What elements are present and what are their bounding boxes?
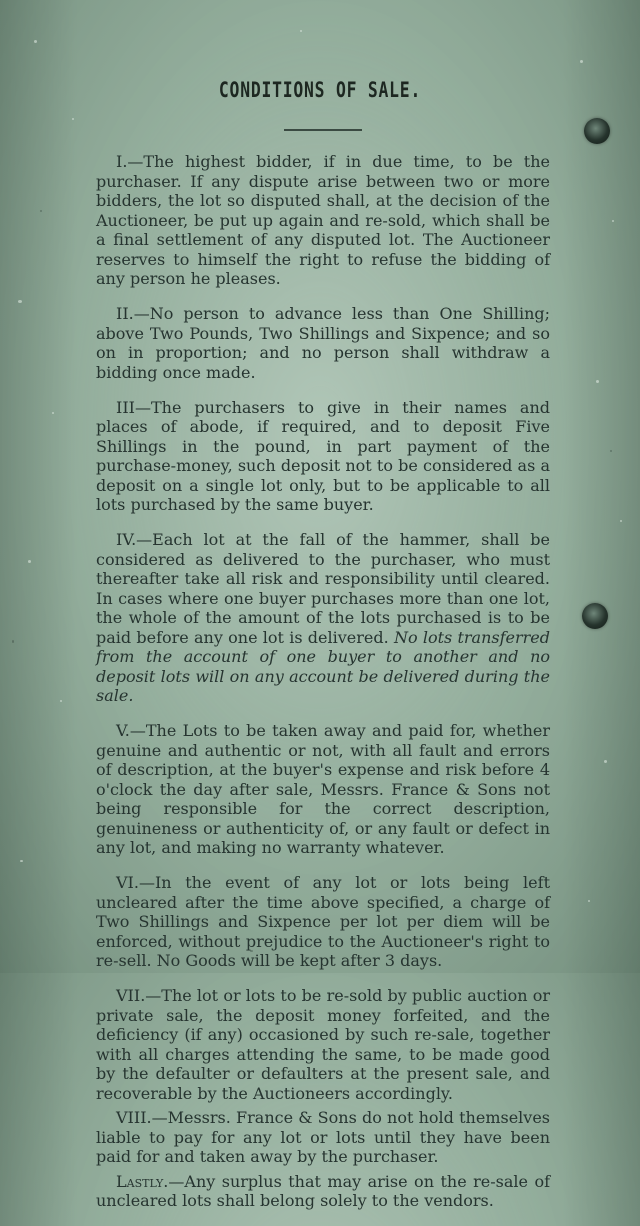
condition-text: —Messrs. France & Sons do not hold themselves liable to pay for any lot or lots until they have been paid for and taken away by the purchaser.: [96, 1108, 550, 1166]
condition-text: —No person to advance less than One Shilling; above Two Pounds, Two Shillings and Sixpence; and so on in proportion; and no person shall withdraw a bidding once made.: [96, 304, 550, 382]
condition-8: [96, 1108, 550, 1167]
condition-3: [96, 398, 550, 515]
condition-number: VII.: [116, 986, 146, 1005]
condition-number: I.: [116, 152, 128, 171]
condition-text: —In the event of any lot or lots being left uncleared after the time above specified, a charge of Two Shillings and Sixpence per lot per diem will be enforced, without prejudice to the Auctioneer's right to re-sell. No Goods will be kept after 3 days.: [96, 873, 550, 970]
punch-hole-middle: [582, 603, 608, 629]
condition-number: V.: [116, 721, 130, 740]
condition-text: —The Lots to be taken away and paid for, whether genuine and authentic or not, with all fault and errors of description, at the buyer's expense and risk before 4 o'clock the day after sale, Messrs. France & Sons not being responsible for the correct description, genuineness or authenticity of, or any fault or defect in any lot, and making no warranty whatever.: [96, 721, 550, 857]
punch-hole-top: [584, 118, 610, 144]
condition-6: [96, 873, 550, 971]
condition-text: —The highest bidder, if in due time, to be the purchaser. If any dispute arise between two or more bidders, the lot so disputed shall, at the decision of the Auctioneer, be put up again and re-sold, which shall be a final settlement of any disputed lot. The Auctioneer reserves to himself the right to refuse the bidding of any person he pleases.: [96, 152, 550, 288]
condition-4: [96, 530, 550, 706]
condition-number: VIII.: [116, 1108, 152, 1127]
condition-lastly: [96, 1172, 550, 1211]
condition-text: —Any surplus that may arise on the re-sale of uncleared lots shall belong solely to the vendors.: [96, 1171, 550, 1210]
condition-7: [96, 986, 550, 1103]
condition-text: —Each lot at the fall of the hammer, shall be considered as delivered to the purchaser, who must thereafter take all risk and responsibility until cleared. In cases where one buyer purchases more than one lot, the whole of the amount of the lots purchased is to be paid before any one lot is delivered.: [96, 530, 550, 647]
condition-1: [96, 152, 550, 289]
title-rule: [284, 129, 362, 131]
condition-5: [96, 721, 550, 858]
condition-text: —The purchasers to give in their names and places of abode, if required, and to deposit Five Shillings in the pound, in part payment of the purchase-money, such deposit not to be considered as a deposit on a single lot only, but to be applicable to all lots purchased by the same buyer.: [96, 397, 550, 514]
condition-2: [96, 304, 550, 382]
condition-number: VI.: [116, 873, 139, 892]
conditions-list: [96, 152, 550, 1226]
document-title: CONDITIONS OF SALE.: [218, 78, 422, 102]
condition-italic-text: No lots transferred from the account of one buyer to another and no deposit lots will on any account be delivered during the sale.: [96, 627, 550, 705]
condition-number: II.: [116, 304, 134, 323]
condition-number: IV.: [116, 530, 137, 549]
condition-number: III: [116, 397, 135, 417]
condition-text: —The lot or lots to be re-sold by public auction or private sale, the deposit money forfeited, and the deficiency (if any) occasioned by such re-sale, together with all charges attending the same, to be made good by the defaulter or defaulters at the present sale, and recoverable by the Auctioneers accordingly.: [96, 986, 550, 1103]
condition-number: Lastly.: [116, 1171, 169, 1191]
